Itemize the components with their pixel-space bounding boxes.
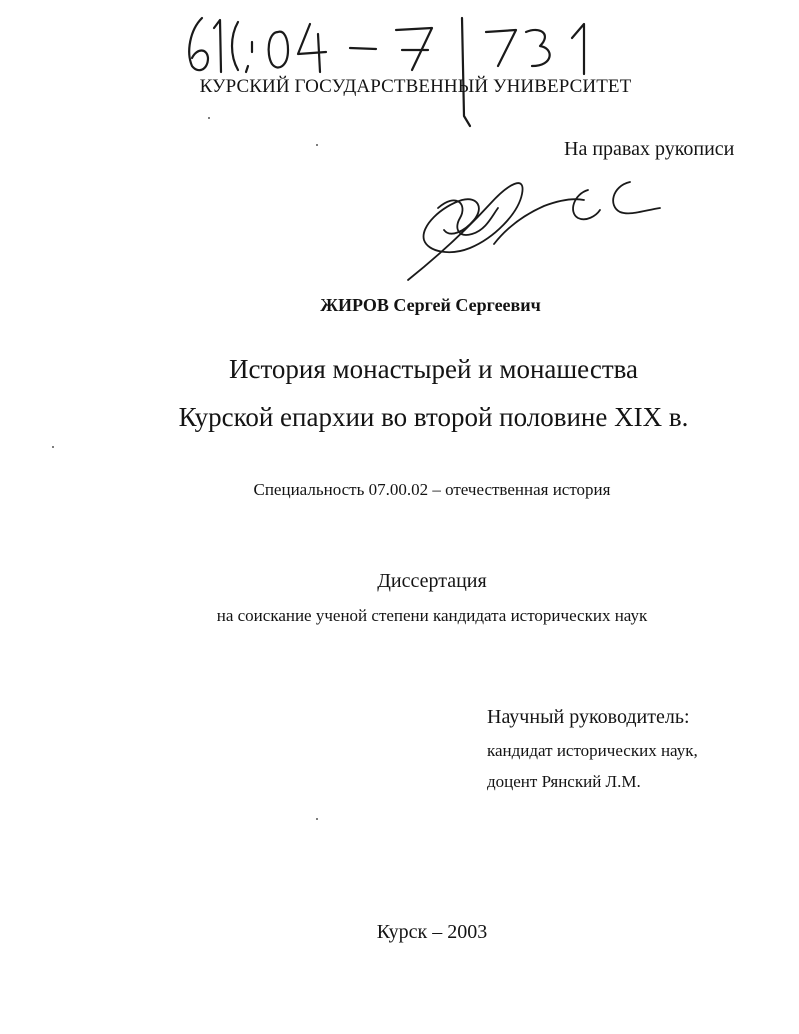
supervisor-label: Научный руководитель: [487, 706, 690, 728]
university-name: КУРСКИЙ ГОСУДАРСТВЕННЫЙ УНИВЕРСИТЕТ [199, 76, 632, 97]
scan-speck [208, 117, 210, 119]
dissertation-title-line-2: Курской епархии во второй половине XIX в. [178, 402, 689, 432]
author-name: ЖИРОВ Сергей Сергеевич [320, 295, 541, 315]
scan-speck [316, 818, 318, 820]
city-year: Курск – 2003 [376, 921, 488, 943]
rights-note: На правах рукописи [564, 138, 735, 160]
supervisor-degree: кандидат исторических наук, [487, 741, 698, 760]
handwritten-archive-code [180, 8, 610, 133]
document-type: Диссертация [377, 570, 487, 592]
dissertation-title-line-1: История монастырей и монашества [229, 354, 638, 384]
supervisor-name: доцент Рянский Л.М. [487, 772, 641, 791]
scan-speck [316, 144, 318, 146]
author-signature [398, 168, 668, 286]
degree-line: на соискание ученой степени кандидата исторических наук [216, 606, 648, 625]
specialty-line: Специальность 07.00.02 – отечественная история [253, 480, 611, 499]
scan-speck [52, 446, 54, 448]
